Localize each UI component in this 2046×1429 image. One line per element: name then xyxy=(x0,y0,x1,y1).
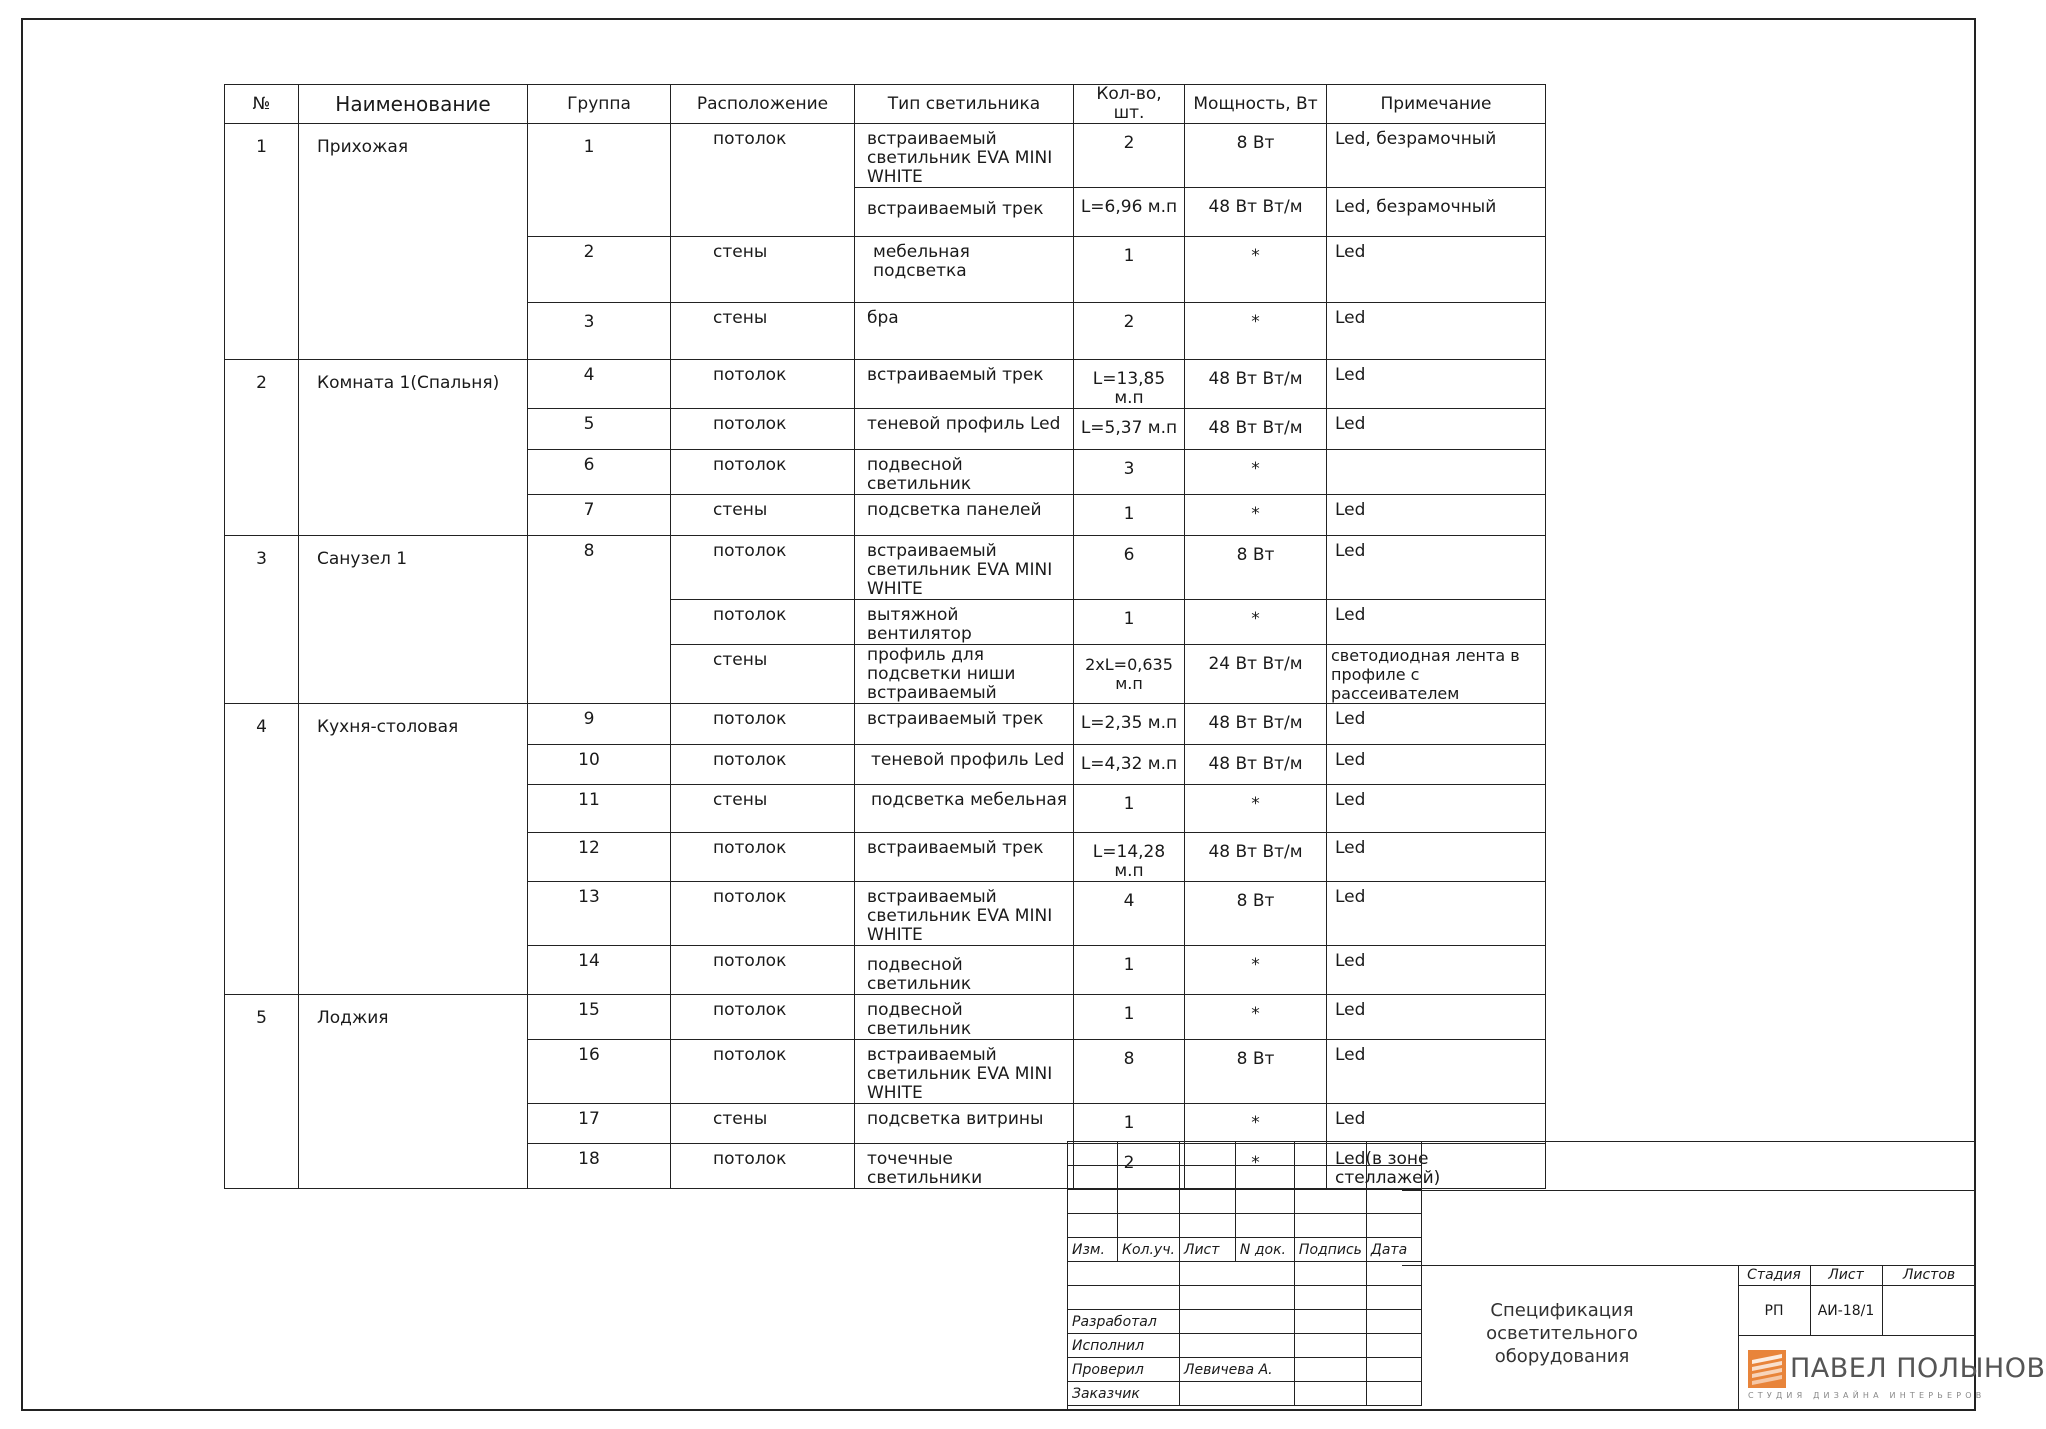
power-cell: * xyxy=(1185,600,1327,645)
lighting-spec-table xyxy=(224,84,1546,1189)
room-name: Лоджия xyxy=(299,995,528,1189)
qty-cell: 6 xyxy=(1074,536,1185,600)
qty-cell: 1 xyxy=(1074,237,1185,303)
note-cell: Led xyxy=(1327,600,1546,645)
group-cell: 13 xyxy=(528,882,671,946)
proveril-label: Проверил xyxy=(1068,1358,1180,1382)
note-cell: Led xyxy=(1327,360,1546,409)
col-ndok: N док. xyxy=(1235,1238,1294,1262)
qty-cell: L=2,35 м.п xyxy=(1074,704,1185,745)
type-cell: подсветка витрины xyxy=(855,1104,1074,1144)
note-cell: Led xyxy=(1327,833,1546,882)
qty-cell: 3 xyxy=(1074,450,1185,495)
razrabotal-label: Разработал xyxy=(1068,1310,1180,1334)
group-cell: 1 xyxy=(528,124,671,237)
group-cell: 8 xyxy=(528,536,671,704)
note-cell: Led xyxy=(1327,1104,1546,1144)
power-cell: 48 Вт Вт/м xyxy=(1185,745,1327,785)
qty-cell: 1 xyxy=(1074,946,1185,995)
power-cell: 48 Вт Вт/м xyxy=(1185,360,1327,409)
title-block-line xyxy=(1738,1285,1976,1286)
col-data: Дата xyxy=(1366,1238,1421,1262)
room-name: Комната 1(Спальня) xyxy=(299,360,528,536)
note-cell: Led xyxy=(1327,995,1546,1040)
table-row xyxy=(225,360,1546,409)
qty-cell: L=13,85 м.п xyxy=(1074,360,1185,409)
document-title-line-2: оборудования xyxy=(1494,1346,1630,1367)
group-cell: 17 xyxy=(528,1104,671,1144)
header-group: Группа xyxy=(528,85,671,124)
power-cell: * xyxy=(1185,237,1327,303)
power-cell: 8 Вт xyxy=(1185,124,1327,188)
qty-cell: 1 xyxy=(1074,785,1185,833)
revision-grid xyxy=(1067,1141,1422,1406)
title-block-line xyxy=(1738,1265,1739,1411)
power-cell: 48 Вт Вт/м xyxy=(1185,833,1327,882)
signature-row xyxy=(1068,1358,1422,1382)
type-cell: встраиваемый трек xyxy=(855,188,1074,237)
room-number: 2 xyxy=(225,360,299,536)
type-cell: подвесной светильник xyxy=(855,450,1074,495)
room-number: 3 xyxy=(225,536,299,704)
power-cell: 8 Вт xyxy=(1185,1040,1327,1104)
power-cell: * xyxy=(1185,1144,1327,1189)
header-power: Мощность, Вт xyxy=(1185,85,1327,124)
note-cell: Led xyxy=(1327,745,1546,785)
power-cell: 8 Вт xyxy=(1185,882,1327,946)
type-cell: встраиваемый трек xyxy=(855,833,1074,882)
studio-logo-icon xyxy=(1748,1350,1786,1388)
location-cell: стены xyxy=(671,785,855,833)
note-cell: Led xyxy=(1327,946,1546,995)
table-header-row xyxy=(225,85,1546,124)
location-cell: стены xyxy=(671,1104,855,1144)
group-cell: 12 xyxy=(528,833,671,882)
qty-cell: 2 xyxy=(1074,1144,1185,1189)
table-row xyxy=(225,536,1546,600)
header-qty: Кол-во, шт. xyxy=(1074,85,1185,124)
group-cell: 7 xyxy=(528,495,671,536)
power-cell: * xyxy=(1185,303,1327,360)
col-izm: Изм. xyxy=(1068,1238,1118,1262)
power-cell: 24 Вт Вт/м xyxy=(1185,645,1327,704)
table-row xyxy=(225,124,1546,188)
group-cell: 9 xyxy=(528,704,671,745)
type-cell: подвесной светильник xyxy=(855,995,1074,1040)
location-cell: стены xyxy=(671,645,855,704)
group-cell: 10 xyxy=(528,745,671,785)
location-cell: потолок xyxy=(671,1144,855,1189)
qty-cell: 8 xyxy=(1074,1040,1185,1104)
qty-cell: 1 xyxy=(1074,495,1185,536)
room-number: 5 xyxy=(225,995,299,1189)
type-cell: профиль для подсветки ниши встраиваемый xyxy=(855,645,1074,704)
title-block-line xyxy=(1402,1265,1976,1266)
header-location: Расположение xyxy=(671,85,855,124)
col-koluch: Кол.уч. xyxy=(1118,1238,1180,1262)
document-title xyxy=(1412,1299,1712,1368)
studio-subtitle: СТУДИЯ ДИЗАЙНА ИНТЕРЬЕРОВ xyxy=(1748,1391,1986,1400)
power-cell: 48 Вт Вт/м xyxy=(1185,704,1327,745)
location-cell: стены xyxy=(671,237,855,303)
location-cell: потолок xyxy=(671,360,855,409)
table-row xyxy=(225,704,1546,745)
signature-row xyxy=(1068,1334,1422,1358)
group-cell: 15 xyxy=(528,995,671,1040)
header-type: Тип светильника xyxy=(855,85,1074,124)
type-cell: точечные светильники xyxy=(855,1144,1074,1189)
qty-cell: L=5,37 м.п xyxy=(1074,409,1185,450)
type-cell: встраиваемый трек xyxy=(855,360,1074,409)
qty-cell: 1 xyxy=(1074,995,1185,1040)
stage-label: Стадия xyxy=(1747,1267,1801,1283)
note-cell: Led, безрамочный xyxy=(1327,124,1546,188)
qty-cell: 2 xyxy=(1074,303,1185,360)
type-cell: вытяжной вентилятор xyxy=(855,600,1074,645)
sheets-label: Листов xyxy=(1902,1267,1956,1283)
power-cell: 48 Вт Вт/м xyxy=(1185,188,1327,237)
group-cell: 4 xyxy=(528,360,671,409)
group-cell: 11 xyxy=(528,785,671,833)
power-cell: 8 Вт xyxy=(1185,536,1327,600)
group-cell: 2 xyxy=(528,237,671,303)
qty-cell: L=14,28 м.п xyxy=(1074,833,1185,882)
location-cell: потолок xyxy=(671,600,855,645)
note-cell: Led(в зоне стеллажей) xyxy=(1327,1144,1546,1189)
signature-row xyxy=(1068,1310,1422,1334)
note-cell: Led xyxy=(1327,1040,1546,1104)
group-cell: 3 xyxy=(528,303,671,360)
sheet-label: Лист xyxy=(1828,1267,1864,1283)
col-podpis: Подпись xyxy=(1294,1238,1366,1262)
power-cell: * xyxy=(1185,995,1327,1040)
type-cell: теневой профиль Led xyxy=(855,745,1074,785)
type-cell: подсветка мебельная xyxy=(855,785,1074,833)
zakazchik-label: Заказчик xyxy=(1068,1382,1180,1406)
type-cell: бра xyxy=(855,303,1074,360)
room-name: Кухня-столовая xyxy=(299,704,528,995)
group-cell: 16 xyxy=(528,1040,671,1104)
qty-cell: 4 xyxy=(1074,882,1185,946)
location-cell: потолок xyxy=(671,704,855,745)
power-cell: * xyxy=(1185,495,1327,536)
location-cell: потолок xyxy=(671,745,855,785)
location-cell: потолок xyxy=(671,946,855,995)
revision-header-row xyxy=(1068,1238,1422,1262)
qty-cell: L=6,96 м.п xyxy=(1074,188,1185,237)
note-cell: Led xyxy=(1327,495,1546,536)
header-num: № xyxy=(225,85,299,124)
location-cell: потолок xyxy=(671,995,855,1040)
signature-row xyxy=(1068,1382,1422,1406)
note-cell: Led xyxy=(1327,237,1546,303)
note-cell: Led, безрамочный xyxy=(1327,188,1546,237)
location-cell: потолок xyxy=(671,409,855,450)
location-cell: потолок xyxy=(671,833,855,882)
location-cell: потолок xyxy=(671,450,855,495)
location-cell: потолок xyxy=(671,536,855,600)
room-name: Санузел 1 xyxy=(299,536,528,704)
note-cell: Led xyxy=(1327,704,1546,745)
type-cell: встраиваемый светильник EVA MINI WHITE xyxy=(855,1040,1074,1104)
type-cell: встраиваемый трек xyxy=(855,704,1074,745)
header-name: Наименование xyxy=(299,85,528,124)
document-title-line-1: Спецификация осветительного xyxy=(1486,1300,1638,1344)
title-block-line xyxy=(1402,1190,1976,1191)
studio-logo xyxy=(1746,1347,2046,1407)
room-number: 1 xyxy=(225,124,299,360)
qty-cell: 1 xyxy=(1074,1104,1185,1144)
group-cell: 5 xyxy=(528,409,671,450)
location-cell: потолок xyxy=(671,1040,855,1104)
type-cell: подсветка панелей xyxy=(855,495,1074,536)
note-cell: Led xyxy=(1327,882,1546,946)
power-cell: * xyxy=(1185,1104,1327,1144)
note-cell: Led xyxy=(1327,409,1546,450)
note-cell: Led xyxy=(1327,303,1546,360)
power-cell: 48 Вт Вт/м xyxy=(1185,409,1327,450)
room-number: 4 xyxy=(225,704,299,995)
header-note: Примечание xyxy=(1327,85,1546,124)
type-cell: теневой профиль Led xyxy=(855,409,1074,450)
note-cell xyxy=(1327,450,1546,495)
location-cell: стены xyxy=(671,303,855,360)
group-cell: 14 xyxy=(528,946,671,995)
qty-cell: 2 xyxy=(1074,124,1185,188)
type-cell: подвесной светильник xyxy=(855,946,1074,995)
power-cell: * xyxy=(1185,785,1327,833)
note-cell: светодиодная лента в профиле с рассеивателем xyxy=(1327,645,1546,704)
qty-cell: 1 xyxy=(1074,600,1185,645)
col-list: Лист xyxy=(1179,1238,1235,1262)
group-cell: 18 xyxy=(528,1144,671,1189)
location-cell: потолок xyxy=(671,124,855,237)
power-cell: * xyxy=(1185,450,1327,495)
location-cell: стены xyxy=(671,495,855,536)
studio-name: ПАВЕЛ ПОЛЫНОВ xyxy=(1790,1353,2046,1384)
note-cell: Led xyxy=(1327,536,1546,600)
note-cell: Led xyxy=(1327,785,1546,833)
type-cell: мебельная подсветка xyxy=(855,237,1074,303)
type-cell: встраиваемый светильник EVA MINI WHITE xyxy=(855,882,1074,946)
room-name: Прихожая xyxy=(299,124,528,360)
proveril-name: Левичева А. xyxy=(1179,1358,1294,1382)
ispolnil-label: Исполнил xyxy=(1068,1334,1180,1358)
group-cell: 6 xyxy=(528,450,671,495)
type-cell: встраиваемый светильник EVA MINI WHITE xyxy=(855,536,1074,600)
sheet-value: АИ-18/1 xyxy=(1817,1303,1875,1319)
power-cell: * xyxy=(1185,946,1327,995)
title-block-line xyxy=(1738,1335,1976,1336)
qty-cell: L=4,32 м.п xyxy=(1074,745,1185,785)
type-cell: встраиваемый светильник EVA MINI WHITE xyxy=(855,124,1074,188)
qty-cell: 2хL=0,635 м.п xyxy=(1074,645,1185,704)
location-cell: потолок xyxy=(671,882,855,946)
stage-value: РП xyxy=(1764,1303,1784,1319)
table-row xyxy=(225,995,1546,1040)
